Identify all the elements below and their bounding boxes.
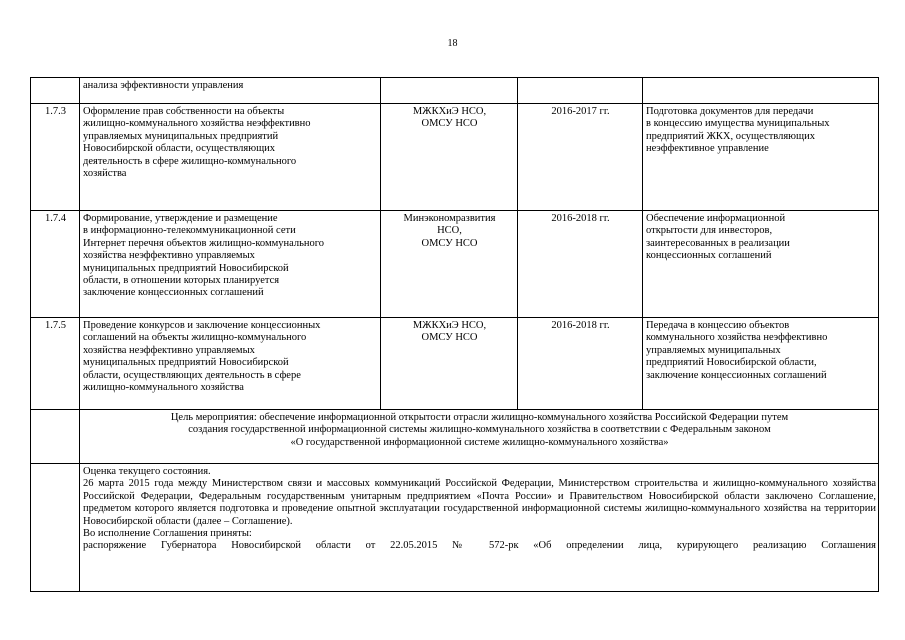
result-line: открытости для инвесторов, bbox=[646, 225, 773, 237]
activity-line: муниципальных предприятий Новосибирской bbox=[83, 262, 289, 274]
executor-line: Минэкономразвития bbox=[403, 213, 496, 224]
result-line: предприятий ЖКХ, осуществляющих bbox=[646, 130, 815, 142]
result-line: коммунального хозяйства неэффективно bbox=[646, 332, 828, 344]
activity-line: Новосибирской области, осуществляющих bbox=[83, 143, 276, 155]
table-row bbox=[31, 104, 879, 211]
cell-activity bbox=[80, 318, 381, 410]
result-line: в концессию имущества муниципальных bbox=[646, 118, 830, 130]
table-row bbox=[31, 318, 879, 410]
goal-line: создания государственной информационной системы жилищно-коммунального хозяйства в соответствии с Федеральным законом bbox=[188, 424, 771, 436]
assessment-heading: Оценка текущего состояния. bbox=[83, 466, 211, 477]
cell-result bbox=[643, 211, 879, 318]
cell-activity bbox=[80, 78, 381, 104]
goal-cell bbox=[80, 410, 879, 464]
table-row bbox=[31, 211, 879, 318]
cell-activity bbox=[80, 104, 381, 211]
activity-line: Оформление прав собственности на объекты bbox=[83, 106, 285, 117]
executor-line: ОМСУ НСО bbox=[421, 332, 478, 344]
executor-line: МЖКХиЭ НСО, bbox=[412, 320, 487, 331]
cell-executor bbox=[381, 211, 518, 318]
cell-executor bbox=[381, 78, 518, 104]
activity-line: жилищно-коммунального хозяйства неэффективно bbox=[83, 118, 311, 130]
cell-executor bbox=[381, 318, 518, 410]
activity-line: жилищно-коммунального хозяйства bbox=[83, 382, 244, 394]
page-number: 18 bbox=[447, 38, 458, 49]
cell-period bbox=[518, 78, 643, 104]
activity-line: Интернет перечня объектов жилищно-коммунального bbox=[83, 237, 325, 249]
executor-line: ОМСУ НСО bbox=[421, 237, 478, 249]
executor-line: ОМСУ НСО bbox=[421, 118, 478, 130]
result-line: Передача в концессию объектов bbox=[646, 320, 790, 331]
result-line: концессионных соглашений bbox=[646, 250, 772, 262]
result-line: неэффективное управление bbox=[646, 143, 769, 155]
goal-line: «О государственной информационной системе жилищно-коммунального хозяйства» bbox=[290, 436, 669, 448]
assessment-paragraph: 26 марта 2015 года между Министерством связи и массовых коммуникаций Российской Федерации, Министерством строительства и жилищно-коммунального хозяйства Российской Федерации, Федеральным государственным унитарным предприятием «Почта России» и Правительством Новосибирской области заключено Соглашение, предметом которого является подготовка и проведение опытной эксплуатации государственной информационной системы жилищно-коммунального хозяйства на территории Новосибирской области (далее – Соглашение). bbox=[83, 478, 876, 527]
cell-num bbox=[31, 464, 80, 592]
activity-line: области, в отношении которых планируется bbox=[83, 275, 280, 287]
activity-line: в информационно-телекоммуникационной сети bbox=[83, 225, 296, 237]
result-line: управляемых муниципальных bbox=[646, 344, 781, 356]
activity-line: хозяйства неэффективно управляемых bbox=[83, 250, 255, 262]
activity-line: заключение концессионных соглашений bbox=[83, 287, 264, 299]
activity-line: Формирование, утверждение и размещение bbox=[83, 213, 278, 224]
assessment-last-line: распоряжение Губернатора Новосибирской области от 22.05.2015 № 572-рк «Об определении лица, курирующего реализацию Соглашения bbox=[83, 540, 876, 552]
goal-line: Цель мероприятия: обеспечение информационной открытости отрасли жилищно-коммунального хозяйства Российской Федерации путем bbox=[170, 412, 789, 423]
cell-num bbox=[31, 410, 80, 464]
table-row-goal bbox=[31, 410, 879, 464]
cell-period: 2016-2018 гг. bbox=[518, 211, 643, 318]
activity-line: Проведение конкурсов и заключение концессионных bbox=[83, 320, 321, 331]
result-line: Подготовка документов для передачи bbox=[646, 106, 814, 117]
executor-line: МЖКХиЭ НСО, bbox=[412, 106, 487, 117]
result-line: Обеспечение информационной bbox=[646, 213, 786, 224]
cell-num: 1.7.5 bbox=[31, 318, 80, 410]
result-line: предприятий Новосибирской области, bbox=[646, 357, 817, 369]
result-line: заключение концессионных соглашений bbox=[646, 369, 827, 381]
cell-num bbox=[31, 78, 80, 104]
assessment-adopted: Во исполнение Соглашения приняты: bbox=[83, 528, 252, 540]
executor-line: НСО, bbox=[437, 225, 462, 237]
activity-line: хозяйства неэффективно управляемых bbox=[83, 344, 255, 356]
cell-result bbox=[643, 104, 879, 211]
activity-line: области, осуществляющих деятельность в сфере bbox=[83, 369, 301, 381]
activity-line: соглашений на объекты жилищно-коммунального bbox=[83, 332, 307, 344]
cell-period: 2016-2017 гг. bbox=[518, 104, 643, 211]
activity-line: муниципальных предприятий Новосибирской bbox=[83, 357, 289, 369]
cell-num: 1.7.3 bbox=[31, 104, 80, 211]
table-row-assessment bbox=[31, 464, 879, 592]
assessment-cell bbox=[80, 464, 879, 592]
activities-table bbox=[30, 77, 879, 592]
continuation-text: анализа эффективности управления bbox=[83, 80, 244, 91]
result-line: заинтересованных в реализации bbox=[646, 237, 790, 249]
table-row-continuation bbox=[31, 78, 879, 104]
cell-activity bbox=[80, 211, 381, 318]
activity-line: хозяйства bbox=[83, 168, 127, 180]
cell-result bbox=[643, 78, 879, 104]
cell-period: 2016-2018 гг. bbox=[518, 318, 643, 410]
activity-line: управляемых муниципальных предприятий bbox=[83, 130, 279, 142]
activity-line: деятельность в сфере жилищно-коммунального bbox=[83, 155, 297, 167]
cell-result bbox=[643, 318, 879, 410]
cell-executor bbox=[381, 104, 518, 211]
cell-num: 1.7.4 bbox=[31, 211, 80, 318]
